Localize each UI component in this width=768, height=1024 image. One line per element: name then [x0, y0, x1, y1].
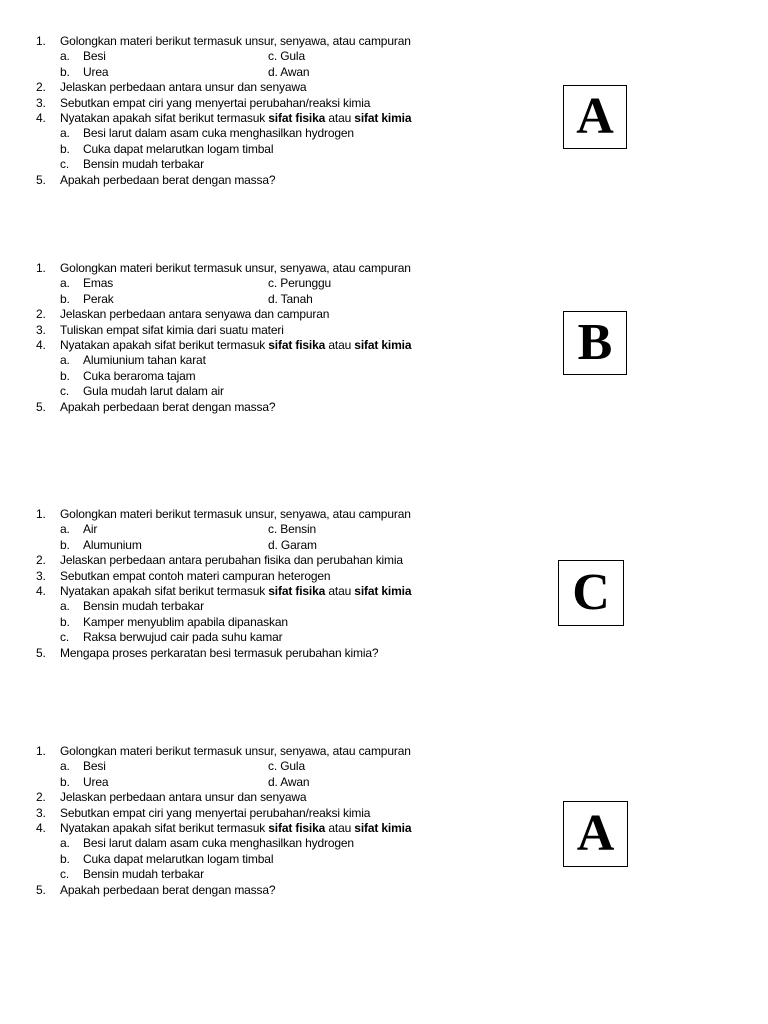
option-letter: a. — [60, 836, 70, 851]
option-text: Urea — [83, 774, 109, 789]
question-number: 1. — [36, 261, 46, 275]
question-number: 1. — [36, 744, 46, 758]
question-text-part: Nyatakan apakah sifat berikut termasuk — [60, 821, 269, 835]
version-label-box: B — [563, 311, 627, 375]
question-text — [60, 338, 411, 353]
question-text — [60, 111, 411, 126]
question-number: 4. — [36, 338, 46, 352]
option-text: d. Garam — [268, 537, 317, 552]
question-number: 1. — [36, 507, 46, 521]
option-letter: c. — [60, 867, 70, 882]
option-letter: b. — [60, 537, 70, 552]
question-text: Golongkan materi berikut termasuk unsur, senyawa, atau campuran — [60, 261, 411, 275]
option-letter: a. — [60, 522, 70, 537]
version-label-box: A — [563, 801, 628, 867]
option-text: Besi — [83, 759, 106, 774]
question-text-part: atau — [325, 584, 355, 598]
question-number: 3. — [36, 805, 46, 820]
option-text: Besi — [83, 49, 106, 64]
option-letter: c. — [60, 384, 70, 399]
option-text: Alumiunium tahan karat — [83, 353, 206, 368]
option-text: Bensin mudah terbakar — [83, 599, 204, 614]
option-letter: b. — [60, 141, 70, 156]
option-letter: b. — [60, 64, 70, 79]
option-letter: a. — [60, 49, 70, 64]
question-text-part: atau — [325, 338, 355, 352]
question-text-part: Nyatakan apakah sifat berikut termasuk — [60, 111, 269, 125]
question-text: Jelaskan perbedaan antara perubahan fisika dan perubahan kimia — [60, 553, 403, 568]
option-text: c. Perunggu — [268, 276, 332, 291]
option-text: Emas — [83, 276, 114, 291]
question-number: 2. — [36, 307, 46, 322]
option-letter: a. — [60, 276, 70, 291]
bold-term: sifat fisika — [268, 111, 326, 125]
question-text: Apakah perbedaan berat dengan massa? — [60, 882, 276, 897]
option-letter: a. — [60, 126, 70, 141]
option-letter: c. — [60, 157, 70, 172]
question-text — [60, 584, 411, 599]
question-number: 2. — [36, 80, 46, 95]
question-text: Apakah perbedaan berat dengan massa? — [60, 399, 276, 414]
option-letter: b. — [60, 368, 70, 383]
question-text — [60, 821, 411, 836]
question-text: Sebutkan empat contoh materi campuran heterogen — [60, 568, 331, 583]
option-text: d. Tanah — [268, 291, 313, 306]
bold-term: sifat fisika — [268, 584, 326, 598]
question-number: 2. — [36, 790, 46, 805]
question-text-part: Nyatakan apakah sifat berikut termasuk — [60, 338, 269, 352]
option-text: c. Bensin — [268, 522, 317, 537]
option-text: Perak — [83, 291, 114, 306]
option-text: Bensin mudah terbakar — [83, 867, 204, 882]
question-text: Golongkan materi berikut termasuk unsur, senyawa, atau campuran — [60, 507, 411, 521]
question-text-part: atau — [325, 821, 355, 835]
question-number: 3. — [36, 322, 46, 337]
option-text: Besi larut dalam asam cuka menghasilkan hydrogen — [83, 126, 354, 141]
option-letter: b. — [60, 774, 70, 789]
option-letter: c. — [60, 630, 70, 645]
option-text: Besi larut dalam asam cuka menghasilkan hydrogen — [83, 836, 354, 851]
option-text: d. Awan — [268, 774, 310, 789]
option-letter: a. — [60, 353, 70, 368]
option-letter: a. — [60, 759, 70, 774]
question-number: 3. — [36, 568, 46, 583]
bold-term: sifat fisika — [268, 821, 326, 835]
question-text: Golongkan materi berikut termasuk unsur, senyawa, atau campuran — [60, 34, 411, 48]
bold-term: sifat kimia — [354, 338, 412, 352]
option-letter: b. — [60, 291, 70, 306]
option-text: Gula mudah larut dalam air — [83, 384, 224, 399]
question-number: 5. — [36, 399, 46, 414]
question-text: Apakah perbedaan berat dengan massa? — [60, 172, 276, 187]
option-text: Raksa berwujud cair pada suhu kamar — [83, 630, 283, 645]
question-text: Jelaskan perbedaan antara unsur dan senyawa — [60, 80, 307, 95]
question-text: Jelaskan perbedaan antara unsur dan senyawa — [60, 790, 307, 805]
question-text: Jelaskan perbedaan antara senyawa dan campuran — [60, 307, 330, 322]
question-number: 4. — [36, 584, 46, 598]
question-text: Tuliskan empat sifat kimia dari suatu materi — [60, 322, 284, 337]
option-text: Kamper menyublim apabila dipanaskan — [83, 614, 288, 629]
question-text: Sebutkan empat ciri yang menyertai perubahan/reaksi kimia — [60, 95, 371, 110]
bold-term: sifat kimia — [354, 111, 412, 125]
question-text: Mengapa proses perkaratan besi termasuk perubahan kimia? — [60, 645, 379, 660]
question-number: 4. — [36, 111, 46, 125]
option-text: Bensin mudah terbakar — [83, 157, 204, 172]
question-text-part: Nyatakan apakah sifat berikut termasuk — [60, 584, 269, 598]
question-number: 5. — [36, 882, 46, 897]
version-label-box: C — [558, 560, 624, 626]
question-text-part: atau — [325, 111, 355, 125]
question-number: 2. — [36, 553, 46, 568]
question-number: 5. — [36, 172, 46, 187]
option-text: Cuka dapat melarutkan logam timbal — [83, 141, 274, 156]
question-number: 1. — [36, 34, 46, 48]
option-text: c. Gula — [268, 759, 305, 774]
question-text: Sebutkan empat ciri yang menyertai perubahan/reaksi kimia — [60, 805, 371, 820]
question-text: Golongkan materi berikut termasuk unsur, senyawa, atau campuran — [60, 744, 411, 758]
option-text: Cuka dapat melarutkan logam timbal — [83, 851, 274, 866]
option-letter: b. — [60, 614, 70, 629]
option-text: Alumunium — [83, 537, 142, 552]
bold-term: sifat kimia — [354, 821, 412, 835]
option-letter: a. — [60, 599, 70, 614]
version-label-box: A — [563, 85, 627, 149]
option-text: c. Gula — [268, 49, 305, 64]
question-number: 4. — [36, 821, 46, 835]
question-number: 3. — [36, 95, 46, 110]
option-text: Cuka beraroma tajam — [83, 368, 196, 383]
option-text: Air — [83, 522, 98, 537]
option-text: Urea — [83, 64, 109, 79]
option-text: d. Awan — [268, 64, 310, 79]
option-letter: b. — [60, 851, 70, 866]
question-number: 5. — [36, 645, 46, 660]
bold-term: sifat fisika — [268, 338, 326, 352]
bold-term: sifat kimia — [354, 584, 412, 598]
